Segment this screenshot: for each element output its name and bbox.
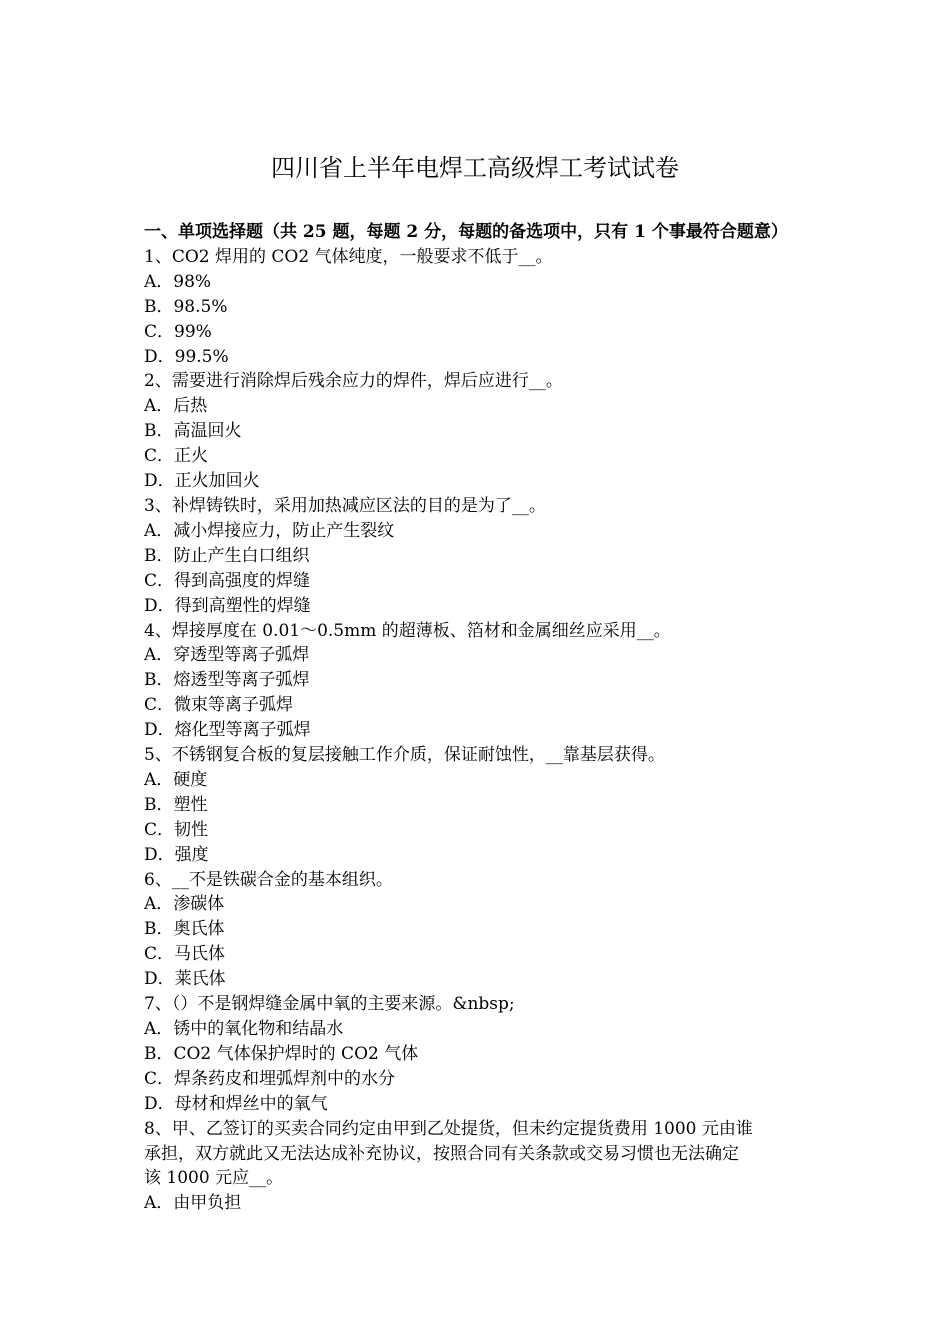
question-stem: 3、补焊铸铁时，采用加热减应区法的目的是为了__。 bbox=[144, 495, 546, 516]
question-stem: 1、CO2 焊用的 CO2 气体纯度，一般要求不低于__。 bbox=[144, 246, 553, 267]
option-b: B．CO2 气体保护焊时的 CO2 气体 bbox=[144, 1043, 419, 1064]
question-block bbox=[144, 619, 814, 744]
section-heading: 一、单项选择题（共 25 题，每题 2 分，每题的备选项中，只有 1 个事最符合题意） bbox=[144, 222, 788, 242]
question-stem: 6、__不是铁碳合金的基本组织。 bbox=[144, 869, 393, 890]
option-c: C．99% bbox=[144, 321, 212, 342]
question-stem: 7、（）不是钢焊缝金属中氧的主要来源。&nbsp; bbox=[144, 994, 515, 1015]
question-block bbox=[144, 369, 814, 494]
option-d: D．母材和焊丝中的氧气 bbox=[144, 1093, 328, 1114]
option-d: D．得到高塑性的焊缝 bbox=[144, 595, 311, 616]
question-block bbox=[144, 868, 814, 993]
option-d: D．99.5% bbox=[144, 346, 229, 367]
option-a: A．穿透型等离子弧焊 bbox=[144, 645, 310, 666]
question-stem-line: 承担，双方就此又无法达成补充协议，按照合同有关条款或交易习惯也无法确定 bbox=[144, 1143, 739, 1164]
option-b: B．奥氏体 bbox=[144, 919, 225, 940]
option-a: A．锈中的氧化物和结晶水 bbox=[144, 1019, 344, 1039]
option-b: B．熔透型等离子弧焊 bbox=[144, 670, 310, 691]
question-block bbox=[144, 245, 814, 370]
question-stem-line: 该 1000 元应__。 bbox=[144, 1168, 284, 1189]
question-stem: 4、焊接厚度在 0.01～0.5mm 的超薄板、箔材和金属细丝应采用__。 bbox=[144, 620, 671, 641]
option-b: B．防止产生白口组织 bbox=[144, 545, 310, 566]
option-a: A．减小焊接应力，防止产生裂纹 bbox=[144, 520, 395, 541]
option-a: A．由甲负担 bbox=[144, 1193, 242, 1214]
question-block bbox=[144, 743, 814, 868]
option-a: A．98% bbox=[144, 271, 212, 292]
option-d: D．莱氏体 bbox=[144, 969, 226, 990]
exam-content bbox=[144, 220, 814, 1216]
option-a: A．硬度 bbox=[144, 769, 208, 790]
option-a: A．渗碳体 bbox=[144, 894, 225, 915]
option-d: D．强度 bbox=[144, 844, 209, 865]
option-a: A．后热 bbox=[144, 396, 208, 417]
option-c: C．正火 bbox=[144, 446, 209, 467]
option-d: D．正火加回火 bbox=[144, 471, 260, 492]
question-block bbox=[144, 1117, 814, 1217]
option-c: C．焊条药皮和埋弧焊剂中的水分 bbox=[144, 1068, 396, 1089]
question-block bbox=[144, 494, 814, 619]
option-d: D．熔化型等离子弧焊 bbox=[144, 720, 311, 741]
question-stem: 2、需要进行消除焊后残余应力的焊件，焊后应进行__。 bbox=[144, 371, 563, 392]
option-c: C．马氏体 bbox=[144, 944, 226, 965]
option-c: C．韧性 bbox=[144, 819, 209, 840]
option-c: C．微束等离子弧焊 bbox=[144, 695, 294, 716]
option-b: B．塑性 bbox=[144, 794, 208, 815]
option-b: B．98.5% bbox=[144, 296, 228, 317]
option-b: B．高温回火 bbox=[144, 421, 242, 442]
question-stem-line: 8、甲、乙签订的买卖合同约定由甲到乙处提货，但未约定提货费用 1000 元由谁 bbox=[144, 1118, 753, 1139]
question-block bbox=[144, 992, 814, 1117]
question-stem: 5、不锈钢复合板的复层接触工作介质，保证耐蚀性，__靠基层获得。 bbox=[144, 745, 665, 766]
page-title: 四川省上半年电焊工高级焊工考试试卷 bbox=[271, 154, 679, 182]
option-c: C．得到高强度的焊缝 bbox=[144, 570, 311, 591]
